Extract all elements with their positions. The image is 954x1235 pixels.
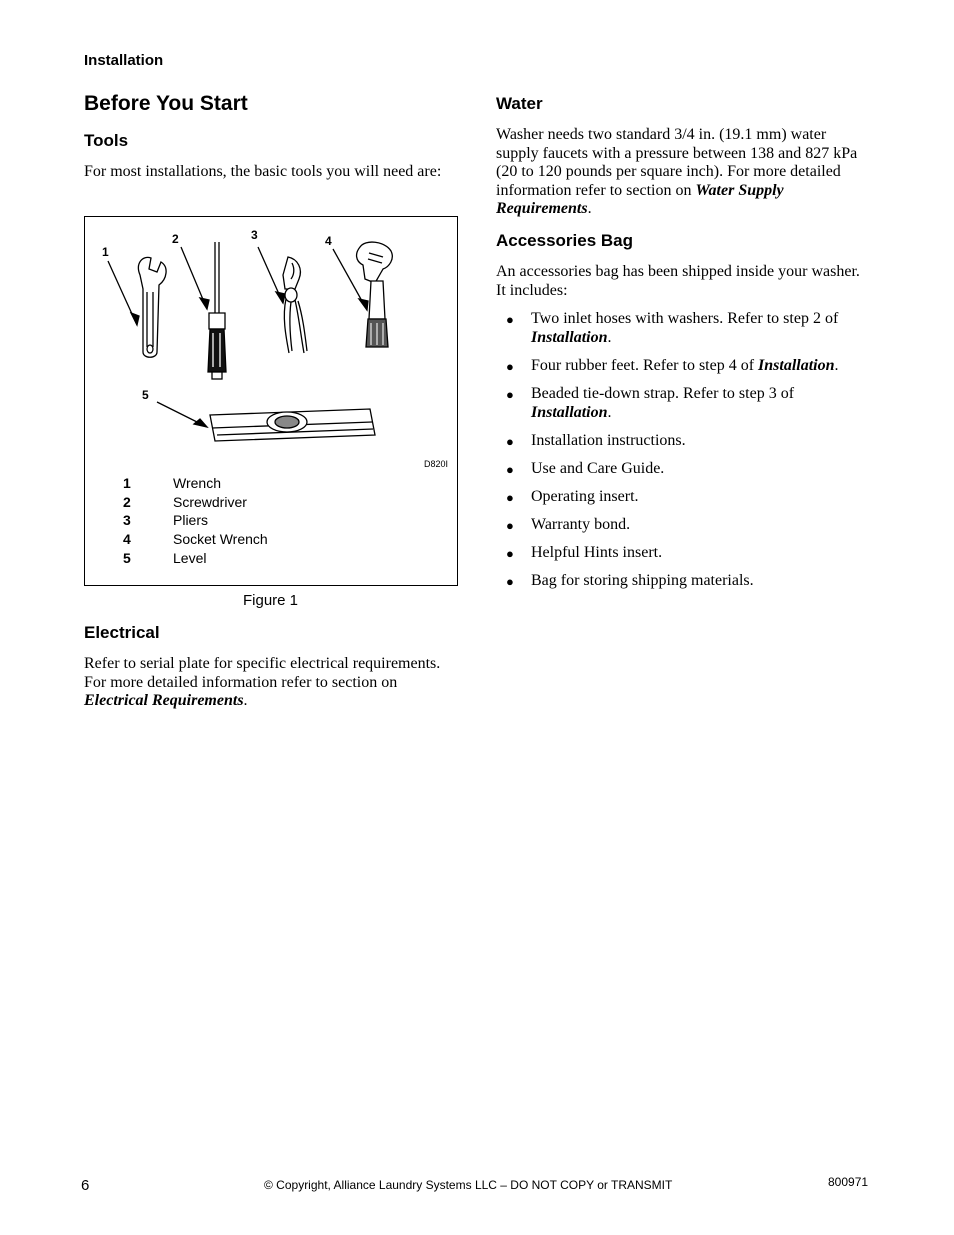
legend-num: 2 bbox=[123, 493, 131, 510]
electrical-heading: Electrical bbox=[84, 623, 160, 642]
list-item bbox=[496, 384, 876, 422]
tools-intro: For most installations, the basic tools you will need are: bbox=[84, 163, 442, 180]
list-item-end: . bbox=[834, 357, 839, 374]
leader-arrow-5 bbox=[194, 419, 207, 427]
legend-row bbox=[123, 531, 268, 550]
list-item bbox=[496, 309, 876, 347]
accessories-intro: An accessories bag has been shipped inside your washer. It includes: bbox=[496, 263, 860, 299]
legend-label: Level bbox=[173, 549, 207, 566]
list-item bbox=[496, 431, 876, 450]
socket-wrench-drawing bbox=[357, 242, 393, 347]
bullet-icon: ● bbox=[506, 434, 514, 449]
list-item-text: Operating insert. bbox=[531, 488, 639, 505]
water-text bbox=[496, 126, 871, 219]
figure-code: D820I bbox=[424, 459, 449, 469]
callout-3: 3 bbox=[251, 228, 258, 242]
water-ref: Water Supply Requirements bbox=[496, 181, 784, 217]
list-item-text: Beaded tie-down strap. Refer to step 3 of bbox=[531, 385, 795, 402]
bullet-icon: ● bbox=[506, 359, 514, 374]
list-item bbox=[496, 487, 876, 506]
legend-label: Pliers bbox=[173, 512, 209, 529]
electrical-ref: Electrical Requirements bbox=[84, 692, 244, 709]
list-item bbox=[496, 571, 876, 590]
legend-row bbox=[123, 475, 268, 494]
callout-5: 5 bbox=[142, 388, 149, 402]
electrical-text-end: . bbox=[243, 692, 248, 709]
page-title: Before You Start bbox=[84, 92, 248, 115]
electrical-text bbox=[84, 655, 452, 711]
list-item-text: Helpful Hints insert. bbox=[531, 544, 663, 561]
list-item-text: Warranty bond. bbox=[531, 516, 631, 533]
legend-num: 5 bbox=[123, 549, 131, 566]
list-item-end: . bbox=[607, 329, 612, 346]
list-item-ref: Installation bbox=[758, 357, 835, 374]
document-number: 800971 bbox=[828, 1175, 869, 1189]
legend-row bbox=[123, 494, 268, 513]
list-item-ref: Installation bbox=[531, 404, 608, 421]
list-item-ref: Installation bbox=[531, 329, 608, 346]
bullet-icon: ● bbox=[506, 387, 514, 402]
pliers-drawing bbox=[283, 257, 307, 353]
list-item-end: . bbox=[607, 404, 612, 421]
leader-arrow-4 bbox=[359, 299, 368, 310]
accessories-heading: Accessories Bag bbox=[496, 231, 634, 250]
list-item-text: Installation instructions. bbox=[531, 432, 686, 449]
tools-figure bbox=[84, 216, 458, 586]
bullet-icon: ● bbox=[506, 490, 514, 505]
callout-4: 4 bbox=[325, 234, 332, 248]
level-drawing bbox=[210, 409, 375, 441]
copyright-notice: © Copyright, Alliance Laundry Systems LLC – DO NOT COPY or TRANSMIT bbox=[264, 1178, 673, 1192]
tools-heading: Tools bbox=[84, 131, 129, 150]
bullet-icon: ● bbox=[506, 574, 514, 589]
list-item-text: Use and Care Guide. bbox=[531, 460, 665, 477]
callout-1: 1 bbox=[102, 245, 109, 259]
list-item bbox=[496, 543, 876, 562]
figure-legend bbox=[123, 475, 268, 568]
leader-arrow-3 bbox=[276, 292, 285, 303]
bullet-icon: ● bbox=[506, 518, 514, 533]
bullet-icon: ● bbox=[506, 312, 514, 327]
legend-label: Socket Wrench bbox=[173, 531, 268, 548]
list-item-text: Four rubber feet. Refer to step 4 of bbox=[531, 357, 759, 374]
page-number: 6 bbox=[81, 1177, 90, 1194]
water-text-body: Washer needs two standard 3/4 in. (19.1 mm) water supply faucets with a pressure between 138 and 827 kPa (20 to 120 pounds per square inch). For more detailed information refer to section on bbox=[496, 126, 858, 199]
water-text-end: . bbox=[587, 200, 592, 217]
electrical-text-body: Refer to serial plate for specific electrical requirements. For more detailed information refer to section on bbox=[84, 655, 441, 691]
leader-arrow-2 bbox=[200, 298, 209, 309]
screwdriver-drawing bbox=[208, 242, 226, 379]
legend-num: 1 bbox=[123, 475, 131, 491]
list-item bbox=[496, 459, 876, 478]
list-item-text: Bag for storing shipping materials. bbox=[531, 572, 754, 589]
legend-row bbox=[123, 512, 268, 531]
list-item bbox=[496, 356, 876, 375]
accessories-list bbox=[496, 309, 876, 599]
bullet-icon: ● bbox=[506, 546, 514, 561]
legend-label: Screwdriver bbox=[173, 493, 247, 510]
leader-arrow-1 bbox=[131, 313, 139, 325]
legend-row bbox=[123, 550, 268, 569]
section-label: Installation bbox=[84, 52, 164, 69]
legend-num: 3 bbox=[123, 512, 131, 529]
list-item-text: Two inlet hoses with washers. Refer to step 2 of bbox=[531, 310, 839, 327]
bullet-icon: ● bbox=[506, 462, 514, 477]
legend-num: 4 bbox=[123, 531, 131, 548]
callout-2: 2 bbox=[172, 232, 179, 246]
legend-label: Wrench bbox=[173, 475, 221, 491]
list-item bbox=[496, 515, 876, 534]
water-heading: Water bbox=[496, 94, 543, 113]
figure-caption: Figure 1 bbox=[243, 592, 299, 609]
wrench-drawing bbox=[138, 257, 166, 357]
